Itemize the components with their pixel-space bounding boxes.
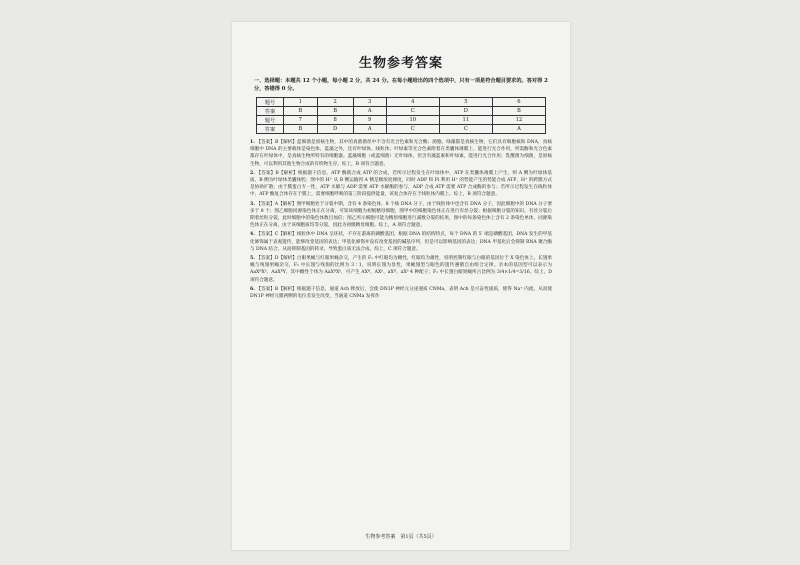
table-row-answers-1	[257, 107, 546, 116]
page-footer: 生物参考答案 第1页（共5页）	[365, 534, 437, 540]
table-cell: 5	[439, 98, 492, 107]
table-cell: B	[284, 107, 318, 116]
answer-table	[256, 97, 546, 134]
explanation-item	[250, 170, 552, 199]
item-number: 5.	[250, 256, 255, 262]
explanation-item	[250, 139, 552, 168]
row-label: 答案	[257, 107, 284, 116]
row-label: 题号	[257, 98, 284, 107]
item-number: 2.	[250, 170, 255, 176]
table-cell: A	[353, 125, 386, 134]
explanation-item	[250, 201, 552, 230]
row-label: 答案	[257, 125, 284, 134]
explanation-item	[250, 255, 552, 284]
item-number: 3.	[250, 201, 255, 207]
table-cell: 7	[284, 116, 318, 125]
row-label: 题号	[257, 116, 284, 125]
table-cell: B	[492, 107, 545, 116]
item-text: 【答案】B【解析】蓝细菌是原核生物，其中的真菌菌丝中不含有光合色素和光合酶；菌胞、绿藻都是真核生物，它们具有细胞核和 DNA，真核细胞中 DNA 的主要载体是染色体，蓝藻之外，还有叶绿体、线粒体；叶绿素等光合色素附着在类囊体薄膜上，能进行光合作用，所需酶和光合色素都存在叶绿体中，是真核生物所特有的细胞器。蓝藻细胞（或蓝细菌）无叶绿体，但含有藻蓝素和叶绿素，能进行光合作用；乳酸菌为细菌，是原核生物，可以利用其他生物合成的有机物生存。综上，B 项符合题意。	[250, 140, 552, 167]
table-cell: C	[439, 125, 492, 134]
item-text: 【答案】D【解析】白眼果蝇与红眼果蝇杂交，产生的 F₁ 中红眼均为雌性，红眼均为雄性，说明控制红眼与白眼的基因位于 X 染色体上。长翅果蝇与残翅果蝇杂交，F₁ 中长翅与残翅的比例为 3∶1，说明长翅为显性，果蝇翅型与眼色的遗传遵循自由组合定律。亲本的基因型可以表示为 AaXᴮXᵇ、AaXᴮY，其中雌性个体为 AaXᴮXᵇ，可产生 AXᴮ、AXᵇ、aXᴮ、aXᵇ 4 种配子；F₁ 中长翅白眼果蝇所占比例为 3/4×1/4=3/16。综上，D 项符合题意。	[250, 256, 552, 283]
table-cell: B	[284, 125, 318, 134]
table-cell: A	[492, 125, 545, 134]
table-cell: 6	[492, 98, 545, 107]
explanation-item	[250, 231, 552, 253]
table-row-answers-2	[257, 125, 546, 134]
item-text: 【答案】A【解析】图甲细胞处于分裂中期，含有 4 条染色体，8 个核 DNA 分子，由于线粒体中也含有 DNA 分子，因此细胞中的 DNA 分子要多于 8 个；图乙细胞同源染色体正在分离，可知该细胞为初级精母细胞，图甲中的细胞染色体正在进行有丝分裂；根据细胞分裂的知识，有丝分裂后期着丝粒分裂，此时细胞中的染色体数目加倍；图乙所示细胞可能为精原细胞进行减数分裂的结果，图中的每条染色体上含有 2 条染色单体，同源染色体正在分离，由于该细胞质均等分裂，因此为初级精母细胞。综上，A 项符合题意。	[250, 201, 552, 229]
table-cell: 8	[317, 116, 353, 125]
table-cell: A	[353, 107, 386, 116]
table-cell: C	[386, 107, 439, 116]
table-cell: D	[317, 125, 353, 134]
item-text: 【答案】B【解析】根据题干信息，ATP 酶既合成 ATP 的合成，若所示过程发生在叶绿体中，ATP 在类囊体薄膜上产生，则 A 侧为叶绿体基质，B 侧为叶绿体类囊体腔；图中的 H⁺ 从 B 侧运输到 A 侧是顺浓度梯度，同时 ADP 和 Pi 利用 H⁺ 的势能产生的势能合成 ATP，H⁺ 的跨膜方式是协助扩散；由于膜蛋白专一性，ATP 水解与 ADP 需要 ATP 水解酶的参与，ADP 合成 ATP 需要 ATP 合成酶的参与；若所示过程发生在线粒体中，ATP 酶复合体存在于膜上，需要细胞呼吸的第三阶段提供能量，该复合体存在于线粒体内膜上。综上，B 项符合题意。	[250, 170, 553, 198]
table-cell: C	[386, 125, 439, 134]
explanation-item	[250, 286, 552, 300]
table-cell: 1	[284, 98, 318, 107]
item-number: 6.	[250, 286, 255, 292]
table-cell: 12	[492, 116, 545, 125]
table-cell: B	[317, 107, 353, 116]
item-number: 1.	[250, 140, 255, 145]
item-text: 【答案】B【解析】根据题干信息，通道 Ach 释放后，会使 DN1P 神经元分泌递质 CNMa，表明 Ach 是兴奋性递质，使得 Na⁺ 内流，从而使 DN1P 神经元膜两侧的电位差发生改变，当通道 CNMa 发挥作	[250, 286, 552, 300]
table-cell: 4	[386, 98, 439, 107]
table-row-questions-1	[257, 98, 546, 107]
table-cell: 10	[386, 116, 439, 125]
table-cell: 11	[439, 116, 492, 125]
table-cell: 9	[353, 116, 386, 125]
table-cell: 2	[317, 98, 353, 107]
section-heading: 一、选择题：本题共 12 个小题，每小题 2 分，共 24 分。在每小题给出的四个选项中，只有一项是符合题目要求的。答对得 2 分，答错得 0 分。	[254, 78, 548, 92]
table-cell: 3	[353, 98, 386, 107]
item-number: 4.	[250, 232, 255, 238]
answer-explanations	[250, 139, 552, 300]
answer-sheet-page	[232, 22, 570, 550]
table-cell: D	[439, 107, 492, 116]
item-text: 【答案】C【解析】线粒体中 DNA 呈环状，不存在游离的磷酸基团，根据 DNA 的结构特点，每个 DNA 的 5′ 端是磷酸基团，DNA 发生的甲基化修饰属于表观遗传，能够改变基因的表达；甲基化修饰并没有改变基因的碱基序列，但是可以影响基因的表达；DNA 甲基化后会抑制 RNA 聚合酶与 DNA 结合，从而抑制基因的转录，导致蛋白质无法合成。综上，C 项符合题意。	[250, 232, 552, 252]
table-row-questions-2	[257, 116, 546, 125]
page-title: 生物参考答案	[358, 56, 443, 71]
